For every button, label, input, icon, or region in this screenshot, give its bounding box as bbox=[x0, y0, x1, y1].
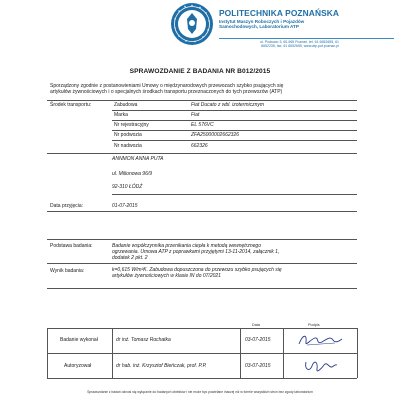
transport-row-label: Marka bbox=[114, 112, 128, 118]
test-basis-line: dodatek 2 pkt. 2 bbox=[112, 255, 148, 262]
table-rule bbox=[47, 328, 357, 329]
test-result-line: k=0,615 W/m²K. Zabudowa dopuszczona do przewozu szybko psujących się bbox=[112, 267, 282, 273]
performed-by-name: dr inż. Tomasz Rochatka bbox=[116, 337, 171, 343]
transport-row-value: 662326 bbox=[191, 143, 208, 149]
table-rule bbox=[47, 288, 357, 289]
performed-by-label: Badanie wykonał bbox=[60, 337, 98, 343]
table-border bbox=[357, 328, 358, 378]
signature-sign-header: Podpis bbox=[308, 323, 320, 327]
test-basis-label: Podstawa badania: bbox=[50, 243, 93, 249]
university-seal-icon bbox=[170, 2, 214, 46]
signature-icon bbox=[300, 356, 340, 376]
table-rule bbox=[47, 263, 357, 264]
letterhead bbox=[0, 0, 400, 68]
table-rule bbox=[47, 153, 357, 154]
institute-line-1: Instytut Maszyn Roboczych i Pojazdów bbox=[219, 19, 305, 24]
table-rule bbox=[47, 378, 357, 379]
test-result-text bbox=[112, 267, 352, 279]
table-rule bbox=[112, 120, 357, 121]
institution-address bbox=[219, 40, 339, 49]
table-rule bbox=[112, 140, 357, 141]
applicant-name: ANNMON ANNA PUTA bbox=[112, 156, 164, 162]
intro-line-2: artykułów żywnościowych i o specjalnych środkach transportu przeznaczonych do tych przewozów (ATP) bbox=[50, 89, 283, 95]
table-rule bbox=[112, 130, 357, 131]
date-received-label: Data przyjęcia: bbox=[50, 203, 84, 209]
footer-note: Sprawozdanie z badań odnosi się wyłącznie do badanych obiektów i nie może być powielane inaczej niż w formie wszystkich stron bez zgody laboratorium bbox=[87, 390, 313, 394]
test-result-line: artykułów żywnościowych w klasie IN do 07/2021 bbox=[112, 273, 221, 280]
transport-row-label: Nr nadwozia bbox=[114, 143, 142, 149]
authorized-by-label: Autoryzował bbox=[64, 363, 92, 369]
signature-icon bbox=[295, 330, 345, 350]
institution-block bbox=[219, 8, 399, 30]
table-rule bbox=[112, 110, 357, 111]
report-title: SPRAWOZDANIE Z BADANIA NR B012/2015 bbox=[129, 68, 271, 75]
transport-row-label: Nr podwozia bbox=[114, 132, 142, 138]
table-rule bbox=[112, 194, 357, 195]
table-rule bbox=[47, 211, 357, 212]
institute-line-2: Samochodowych, Laboratorium ATP bbox=[219, 24, 299, 30]
table-rule bbox=[47, 353, 357, 354]
test-basis-line: ogrzewania. Umowa ATP z poprawkami przyjętymi 13-11-2014, załącznik 1, bbox=[112, 249, 280, 256]
address-line-1: ul. Piotrowo 3, 60-965 Poznań, tel. 61 6652655, 61 bbox=[260, 40, 339, 44]
authorized-by-name: dr hab. inż. Krzysztof Bieńczak, prof. P.P. bbox=[116, 363, 207, 369]
applicant-street: ul. Milionowa 96/9 bbox=[112, 171, 153, 177]
institution-name: POLITECHNIKA POZNAŃSKA bbox=[219, 8, 340, 18]
test-basis-text bbox=[112, 243, 352, 262]
report-intro bbox=[50, 83, 360, 95]
signature-date-header: Data bbox=[252, 323, 261, 327]
transport-row-value: EL 576VC bbox=[191, 122, 214, 128]
transport-row-value: Fiat bbox=[191, 112, 200, 118]
address-line-2: 6652235, fax. 61 6652655, www.atp.put.poznan.pl bbox=[261, 44, 339, 49]
transport-label: Środek transportu: bbox=[50, 102, 92, 108]
header-divider bbox=[219, 38, 394, 39]
test-result-label: Wynik badania: bbox=[50, 268, 85, 274]
table-rule bbox=[47, 239, 357, 240]
transport-row-value: ZFA25000002662326 bbox=[191, 132, 240, 138]
intro-line-1: Sporządzony zgodnie z postanowieniami Umowy o międzynarodowych przewozach szybko psujących się bbox=[50, 83, 284, 89]
test-basis-line: Badanie współczynnika przenikania ciepła k metodą wewnętrznego bbox=[112, 243, 261, 249]
transport-row-label: Zabudowa bbox=[114, 102, 138, 108]
transport-row-value: Fiat Ducato z wbl. izotermicznym bbox=[191, 102, 265, 108]
table-rule bbox=[47, 100, 357, 101]
date-received-value: 01-07-2015 bbox=[112, 203, 138, 209]
performed-by-date: 03-07-2015 bbox=[245, 337, 271, 343]
applicant-city: 92-310 ŁÓDŹ bbox=[112, 184, 143, 190]
transport-row-label: Nr rejestracyjny bbox=[114, 122, 149, 128]
authorized-by-date: 03-07-2015 bbox=[245, 363, 271, 369]
